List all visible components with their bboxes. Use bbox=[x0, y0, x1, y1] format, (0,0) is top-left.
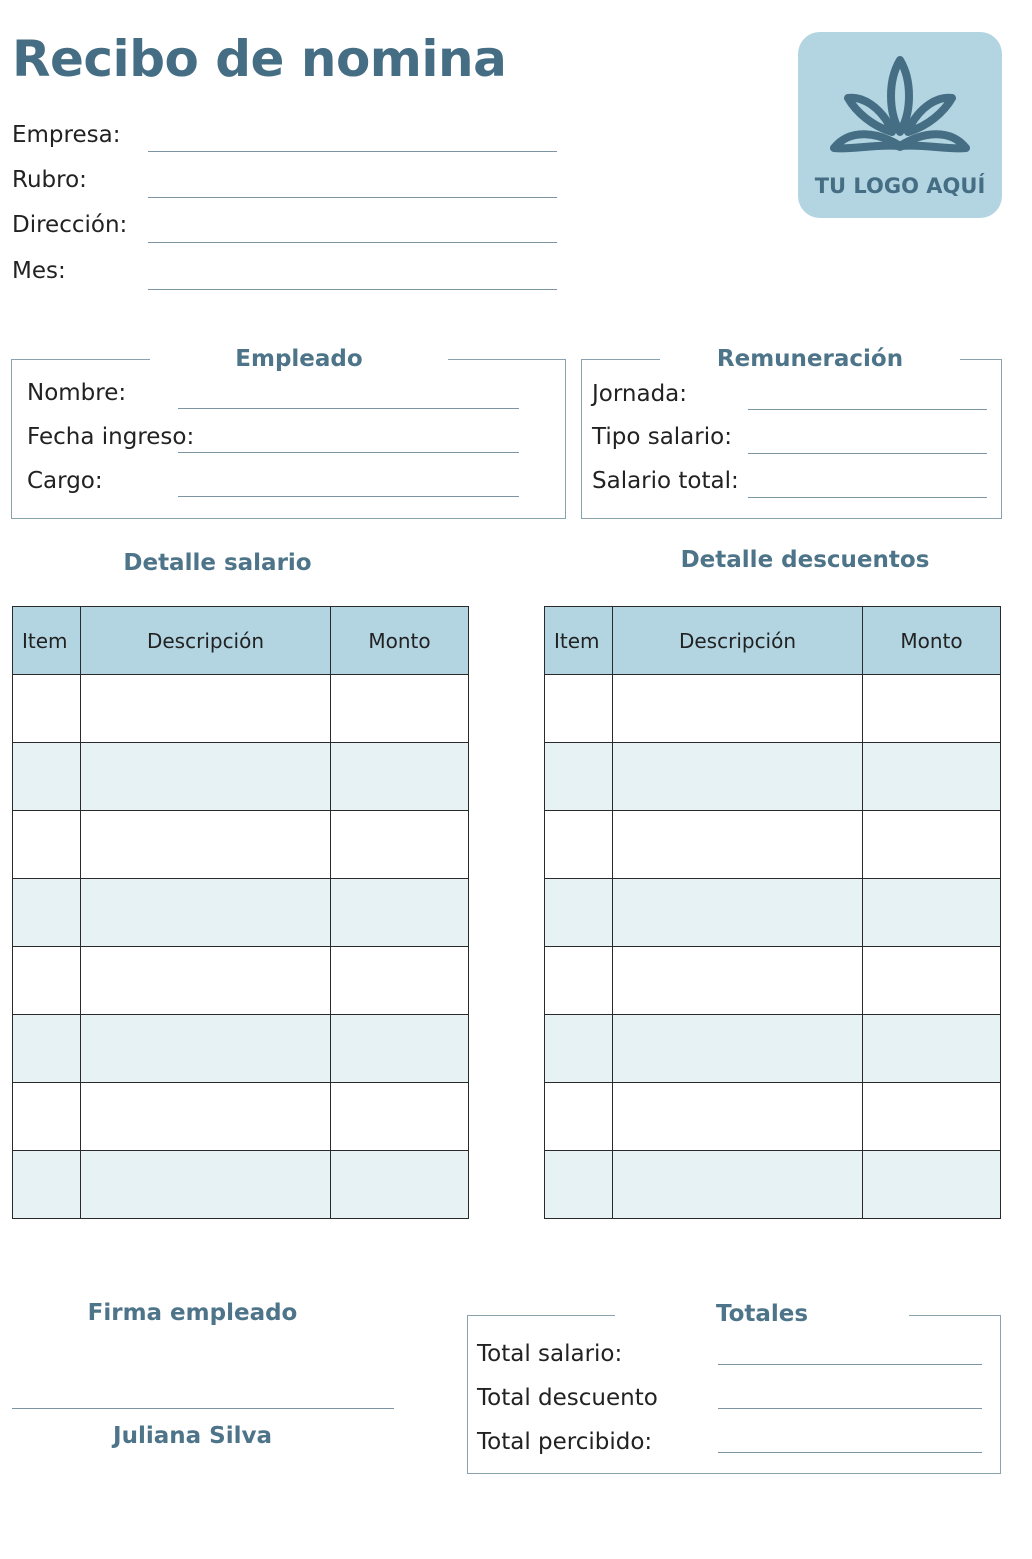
table-row bbox=[545, 1083, 1001, 1151]
table-row bbox=[13, 675, 469, 743]
fecha-ingreso-label: Fecha ingreso: bbox=[27, 424, 195, 450]
column-header-monto: Monto bbox=[331, 607, 469, 675]
table-cell[interactable] bbox=[863, 947, 1001, 1015]
table-cell[interactable] bbox=[331, 1151, 469, 1219]
table-row bbox=[13, 1083, 469, 1151]
table-cell[interactable] bbox=[863, 1083, 1001, 1151]
table-cell[interactable] bbox=[331, 675, 469, 743]
tipo-salario-field[interactable] bbox=[748, 453, 987, 454]
jornada-label: Jornada: bbox=[592, 381, 688, 407]
column-header-item: Item bbox=[13, 607, 81, 675]
table-cell[interactable] bbox=[545, 1015, 613, 1083]
cargo-label: Cargo: bbox=[27, 468, 103, 494]
table-row bbox=[545, 947, 1001, 1015]
table-cell[interactable] bbox=[613, 743, 863, 811]
logo-placeholder bbox=[798, 32, 1002, 218]
table-row bbox=[545, 879, 1001, 947]
tipo-salario-label: Tipo salario: bbox=[592, 424, 732, 450]
remuneracion-heading: Remuneración bbox=[660, 346, 960, 372]
table-row bbox=[13, 743, 469, 811]
direccion-label: Dirección: bbox=[12, 212, 128, 238]
fecha-ingreso-field[interactable] bbox=[178, 452, 519, 453]
salario-total-label: Salario total: bbox=[592, 468, 739, 494]
table-cell[interactable] bbox=[81, 879, 331, 947]
empresa-field[interactable] bbox=[148, 151, 557, 152]
table-row bbox=[13, 811, 469, 879]
table-cell[interactable] bbox=[81, 1015, 331, 1083]
total-salario-field[interactable] bbox=[718, 1364, 982, 1365]
table-cell[interactable] bbox=[863, 811, 1001, 879]
column-header-monto: Monto bbox=[863, 607, 1001, 675]
employee-name: Juliana Silva bbox=[113, 1423, 272, 1449]
table-cell[interactable] bbox=[13, 1083, 81, 1151]
table-cell[interactable] bbox=[613, 1151, 863, 1219]
lotus-icon bbox=[830, 50, 970, 170]
detalle-descuentos-heading: Detalle descuentos bbox=[680, 547, 930, 573]
table-cell[interactable] bbox=[545, 947, 613, 1015]
table-cell[interactable] bbox=[331, 1083, 469, 1151]
detalle-salario-heading: Detalle salario bbox=[123, 550, 312, 576]
rubro-label: Rubro: bbox=[12, 167, 87, 193]
table-header-row bbox=[13, 607, 469, 675]
table-cell[interactable] bbox=[863, 675, 1001, 743]
nombre-label: Nombre: bbox=[27, 380, 127, 406]
table-cell[interactable] bbox=[331, 947, 469, 1015]
table-cell[interactable] bbox=[13, 811, 81, 879]
logo-text: TU LOGO AQUÍ bbox=[814, 174, 986, 198]
table-header-row bbox=[545, 607, 1001, 675]
table-row bbox=[13, 1015, 469, 1083]
table-cell[interactable] bbox=[545, 879, 613, 947]
table-cell[interactable] bbox=[613, 675, 863, 743]
table-row bbox=[13, 879, 469, 947]
table-cell[interactable] bbox=[81, 675, 331, 743]
table-row bbox=[13, 947, 469, 1015]
table-cell[interactable] bbox=[545, 1151, 613, 1219]
total-salario-label: Total salario: bbox=[477, 1341, 623, 1367]
table-cell[interactable] bbox=[13, 743, 81, 811]
page-title: Recibo de nomina bbox=[12, 30, 507, 88]
table-cell[interactable] bbox=[545, 743, 613, 811]
table-cell[interactable] bbox=[545, 1083, 613, 1151]
table-cell[interactable] bbox=[81, 1151, 331, 1219]
table-cell[interactable] bbox=[331, 1015, 469, 1083]
table-cell[interactable] bbox=[613, 1083, 863, 1151]
table-cell[interactable] bbox=[13, 1151, 81, 1219]
table-cell[interactable] bbox=[863, 1015, 1001, 1083]
rubro-field[interactable] bbox=[148, 197, 557, 198]
table-cell[interactable] bbox=[13, 675, 81, 743]
table-cell[interactable] bbox=[863, 879, 1001, 947]
table-cell[interactable] bbox=[81, 811, 331, 879]
empresa-label: Empresa: bbox=[12, 122, 121, 148]
table-cell[interactable] bbox=[613, 1015, 863, 1083]
table-cell[interactable] bbox=[81, 743, 331, 811]
direccion-field[interactable] bbox=[148, 242, 557, 243]
table-cell[interactable] bbox=[81, 947, 331, 1015]
table-cell[interactable] bbox=[331, 743, 469, 811]
total-descuento-label: Total descuento bbox=[477, 1385, 658, 1411]
table-row bbox=[545, 675, 1001, 743]
table-row bbox=[545, 1151, 1001, 1219]
empleado-heading: Empleado bbox=[150, 346, 448, 372]
table-cell[interactable] bbox=[545, 811, 613, 879]
table-row bbox=[13, 1151, 469, 1219]
table-cell[interactable] bbox=[81, 1083, 331, 1151]
column-header-descripcion: Descripción bbox=[81, 607, 331, 675]
total-percibido-label: Total percibido: bbox=[477, 1429, 653, 1455]
table-cell[interactable] bbox=[331, 879, 469, 947]
table-cell[interactable] bbox=[331, 811, 469, 879]
cargo-field[interactable] bbox=[178, 496, 519, 497]
table-cell[interactable] bbox=[863, 1151, 1001, 1219]
table-cell[interactable] bbox=[613, 947, 863, 1015]
detalle-descuentos-table bbox=[544, 606, 1001, 1219]
total-descuento-field[interactable] bbox=[718, 1408, 982, 1409]
table-cell[interactable] bbox=[13, 947, 81, 1015]
table-cell[interactable] bbox=[613, 879, 863, 947]
table-cell[interactable] bbox=[613, 811, 863, 879]
nombre-field[interactable] bbox=[178, 408, 519, 409]
table-row bbox=[545, 811, 1001, 879]
table-cell[interactable] bbox=[545, 675, 613, 743]
jornada-field[interactable] bbox=[748, 409, 987, 410]
detalle-salario-table bbox=[12, 606, 469, 1219]
salario-total-field[interactable] bbox=[748, 497, 987, 498]
mes-field[interactable] bbox=[148, 289, 557, 290]
table-cell[interactable] bbox=[863, 743, 1001, 811]
signature-line[interactable] bbox=[12, 1408, 394, 1409]
table-cell[interactable] bbox=[13, 879, 81, 947]
table-row bbox=[545, 1015, 1001, 1083]
column-header-descripcion: Descripción bbox=[613, 607, 863, 675]
table-row bbox=[545, 743, 1001, 811]
totales-heading: Totales bbox=[615, 1301, 909, 1327]
mes-label: Mes: bbox=[12, 258, 66, 284]
table-cell[interactable] bbox=[13, 1015, 81, 1083]
column-header-item: Item bbox=[545, 607, 613, 675]
total-percibido-field[interactable] bbox=[718, 1452, 982, 1453]
firma-heading: Firma empleado bbox=[87, 1300, 298, 1326]
